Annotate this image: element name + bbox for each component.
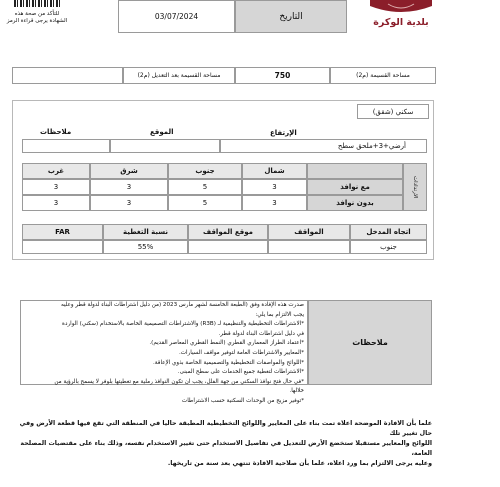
note-line: يجب الالتزام بما يلي: (255, 311, 304, 318)
footer-disclaimer (14, 419, 432, 469)
note-line: *المعايير والاشتراطات العامة لتوفير مواقف السيارات. (178, 349, 304, 356)
note-line: *الاشتراطات لتغطية جميع الخدمات على سطح المبنى. (177, 369, 304, 376)
without-windows-label: بدون نوافذ (307, 195, 403, 211)
dir-east: شرق (90, 163, 168, 179)
parking-value (268, 240, 350, 254)
with-windows-south: 5 (168, 179, 242, 195)
modified-area-value (12, 67, 123, 84)
setbacks-side-label: الارتدادات (403, 163, 427, 211)
without-windows-east: 3 (90, 195, 168, 211)
municipality-name: بلدية الوكرة (373, 17, 429, 28)
qr-code (14, 0, 60, 7)
plot-area-label: مساحة القسيمة (م2) (330, 67, 436, 84)
dir-north: شمال (242, 163, 307, 179)
note-line: *اعتماد الطراز المعماري القطري (النمط القطري المعاصر القديم). (149, 340, 304, 347)
note-line: *توفير مزيج من الوحدات السكنية حسب الاشتراطات (181, 397, 304, 404)
note-line: *الاشتراطات التخطيطية والتنظيمية لـ (R3B) والاشتراطات التصميمية الخاصة بالاستخدام (سكني) الواردة (62, 321, 304, 328)
location-value (110, 139, 220, 153)
note-line: خلالها. (289, 388, 304, 395)
dir-west: غرب (22, 163, 90, 179)
note-line: *في حال فتح نوافذ السكني من جهة الفلل، يجب ان تكون النوافذ رملية مع تغطيتها بلوفر لا يسمح بالرؤية من (54, 378, 304, 385)
entrance-dir-header: اتجاه المدخل (350, 224, 427, 240)
notes-value (22, 139, 110, 153)
far-header: FAR (22, 224, 103, 240)
with-windows-north: 3 (242, 179, 307, 195)
usage-type: سكني (شقق) (357, 104, 429, 119)
footer-line: علما بأن الافادة الموضحة اعلاه تمت بناء على المعايير واللوائح التخطيطية المطبقة حاليا في المنطقة التي تقع فيها قطعة الأرض وفي حال تغيير تلك (19, 420, 432, 437)
coverage-ratio-value: 55% (103, 240, 188, 254)
note-line: صدرت هذه الإفادة وفق (الطبعة الخامسة لشهر مارس 2023 (من دليل اشتراطات البناء لدولة قطر وعليه (60, 302, 304, 308)
location-header: الموقع (150, 128, 174, 136)
footer-line: وعليه يرجى الالتزام بما ورد اعلاه، علما بأن صلاحية الافادة تنتهي بعد سنة من تاريخها. (167, 460, 432, 467)
coverage-ratio-header: نسبة التغطية (103, 224, 188, 240)
note-line: *اللوائح والمواصفات التخطيطية والتصميمية الخاصة بذوي الإعاقة. (153, 359, 304, 366)
plot-area-value: 750 (235, 67, 330, 84)
date-value: 03/07/2024 (118, 0, 235, 33)
dir-south: جنوب (168, 163, 242, 179)
with-windows-east: 3 (90, 179, 168, 195)
notes-label: ملاحظات (308, 300, 432, 385)
parking-location-header: موقع المواقف (188, 224, 268, 240)
far-value (22, 240, 103, 254)
height-header: الإرتفاع (270, 129, 297, 137)
date-label: التاريخ (235, 0, 347, 33)
parking-header: المواقف (268, 224, 350, 240)
without-windows-west: 3 (22, 195, 90, 211)
with-windows-west: 3 (22, 179, 90, 195)
without-windows-north: 3 (242, 195, 307, 211)
parking-location-value (188, 240, 268, 254)
footer-line: اللوائح والمعايير مستقبلا ستخضع الأرض للتعديل في تفاصيل الاستخدام حتى تغيير الاستخدام نفسه، وذلك بناء على مقتضيات المصلحة العامة، (20, 440, 432, 457)
note-line: في دليل اشتراطات البناء لدولة قطر. (218, 330, 304, 337)
qr-caption-1: للتأكد من صحة هذه (14, 11, 60, 17)
modified-area-label: مساحة القسيمة بعد التعديل (م2) (123, 67, 235, 84)
setbacks-corner (307, 163, 403, 179)
notes-text (24, 301, 304, 407)
municipality-logo (370, 0, 432, 16)
qr-caption-2: الشهادة يرجى قراءة الرمز (6, 18, 68, 24)
height-value: أرضي+3+ملحق سطح (220, 139, 427, 153)
without-windows-south: 5 (168, 195, 242, 211)
with-windows-label: مع نوافذ (307, 179, 403, 195)
notes-header: ملاحظات (40, 128, 72, 136)
entrance-dir-value: جنوب (350, 240, 427, 254)
